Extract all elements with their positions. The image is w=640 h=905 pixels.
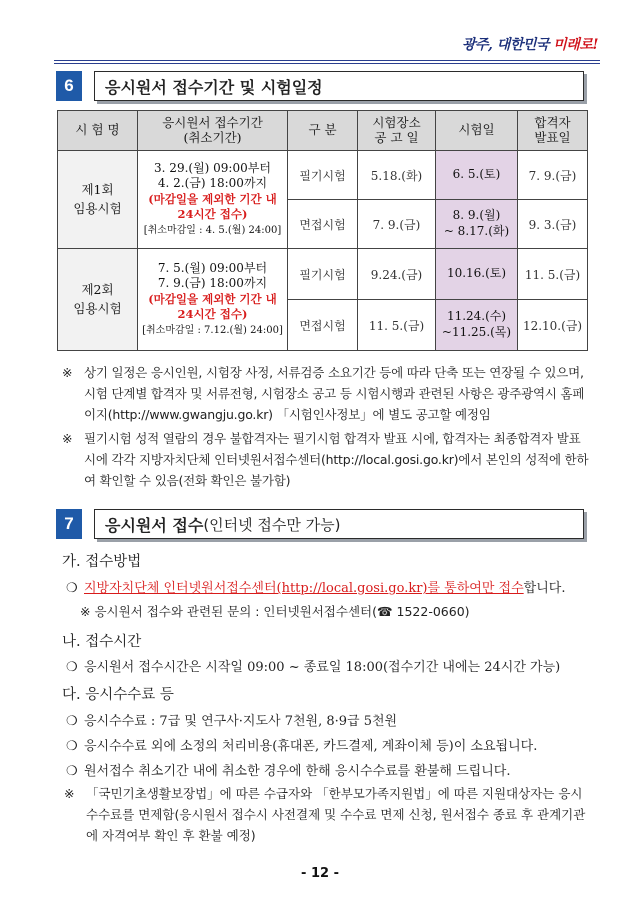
section7-title: 응시원서 접수 (인터넷 접수만 가능): [94, 509, 584, 539]
round1-period: 3. 29.(월) 09:00부터 4. 2.(금) 18:00까지 (마감일을 제외한 기간 내 24시간 접수) [취소마감일 : 4. 5.(월) 24:00]: [138, 151, 288, 249]
table-row: [58, 151, 588, 200]
fee-exemption-note: ※ 「국민기초생활보장법」에 따른 수급자와 「한부모가족지원법」에 따른 지원대상자는 응시수수료를 면제함(응시원서 접수시 사전결제 및 수수료 면제 신청, 원서접수 종료 후 관계기관에 자격여부 확인 후 환불 예정): [64, 786, 586, 843]
round2-period: 7. 5.(월) 09:00부터 7. 9.(금) 18:00까지 (마감일을 제외한 기간 내 24시간 접수) [취소마감일 : 7.12.(월) 24:00]: [138, 249, 288, 351]
round1-written-notice: 5.18.(화): [358, 151, 436, 200]
section7-number: 7: [56, 509, 82, 539]
table-row: [58, 249, 588, 300]
round2-written-result: 11. 5.(금): [518, 249, 588, 300]
th-venue-notice: 시험장소 공 고 일: [358, 111, 436, 151]
header-rule: [54, 60, 600, 64]
header-slogan: [462, 34, 598, 54]
round1-interview-type: 면접시험: [288, 200, 358, 249]
th-exam-name: 시 험 명: [58, 111, 138, 151]
round1-written-type: 필기시험: [288, 151, 358, 200]
th-period: 응시원서 접수기간 (취소기간): [138, 111, 288, 151]
bullet-refund: ❍ 원서접수 취소기간 내에 취소한 경우에 한해 응시수수료를 환불해 드립니다.: [66, 764, 511, 779]
section6-note-1: ※ 상기 일정은 응시인원, 시험장 사정, 서류검증 소요기간 등에 따라 단축 또는 연장될 수 있으며, 시험 단계별 합격자 및 서류전형, 시험장소 공고 등 시험시행과 관련된 사항은 광주광역시 홈페이지(http://www.gwangju.go.kr) 「시험인사정보」에 별도 공고할 예정임: [62, 365, 585, 422]
th-result-date: 합격자 발표일: [518, 111, 588, 151]
schedule-table: [57, 110, 588, 351]
subheading-fee: 다. 응시수수료 등: [62, 687, 174, 703]
section6-number: 6: [56, 71, 82, 101]
round1-written-exam: 6. 5.(토): [436, 151, 518, 200]
bullet-extra-cost: ❍ 응시수수료 외에 소정의 처리비용(휴대폰, 카드결제, 계좌이체 등)이 소요됩니다.: [66, 739, 538, 754]
page-number: - 12 -: [301, 866, 339, 881]
bullet-method: ❍ 지방자치단체 인터넷원서접수센터(http://local.gosi.go.kr)를 통하여만 접수합니다.: [66, 581, 566, 596]
subheading-time: 나. 접수시간: [62, 634, 142, 650]
section6-note-2: ※ 필기시험 성적 열람의 경우 불합격자는 필기시험 합격자 발표 시에, 합격자는 최종합격자 발표 시에 각각 지방자치단체 인터넷원서접수센터(http://local.gosi.go.kr)에서 본인의 성적에 한하여 확인할 수 있음(전화 확인은 불가함): [62, 431, 589, 488]
section6-title: 응시원서 접수기간 및 시험일정: [94, 71, 584, 101]
round1-interview-notice: 7. 9.(금): [358, 200, 436, 249]
round2-interview-result: 12.10.(금): [518, 300, 588, 351]
th-exam-date: 시험일: [436, 111, 518, 151]
round2-written-type: 필기시험: [288, 249, 358, 300]
slogan-accent: 미래로!: [548, 37, 598, 53]
round1-interview-exam: 8. 9.(월) ~ 8.17.(화): [436, 200, 518, 249]
section7-heading: [56, 508, 584, 540]
round2-written-exam: 10.16.(토): [436, 249, 518, 300]
slogan-main: 광주, 대한민국: [462, 37, 549, 53]
round2-name: 제2회 임용시험: [58, 249, 138, 351]
round2-interview-type: 면접시험: [288, 300, 358, 351]
round2-interview-exam: 11.24.(수) ~11.25.(목): [436, 300, 518, 351]
table-header-row: [58, 111, 588, 151]
round2-written-notice: 9.24.(금): [358, 249, 436, 300]
local-gosi-link[interactable]: 지방자치단체 인터넷원서접수센터(http://local.gosi.go.kr)를 통하여만 접수: [84, 581, 524, 596]
section6-heading: [56, 70, 584, 102]
inquiry-note: ※ 응시원서 접수와 관련된 문의 : 인터넷원서접수센터(☎ 1522-0660): [80, 604, 470, 619]
th-category: 구 분: [288, 111, 358, 151]
bullet-fee: ❍ 응시수수료 : 7급 및 연구사·지도사 7천원, 8·9급 5천원: [66, 714, 398, 729]
subheading-method: 가. 접수방법: [62, 554, 142, 570]
round1-written-result: 7. 9.(금): [518, 151, 588, 200]
round2-interview-notice: 11. 5.(금): [358, 300, 436, 351]
round1-name: 제1회 임용시험: [58, 151, 138, 249]
bullet-time: ❍ 응시원서 접수시간은 시작일 09:00 ~ 종료일 18:00(접수기간 내에는 24시간 가능): [66, 660, 561, 675]
round1-interview-result: 9. 3.(금): [518, 200, 588, 249]
